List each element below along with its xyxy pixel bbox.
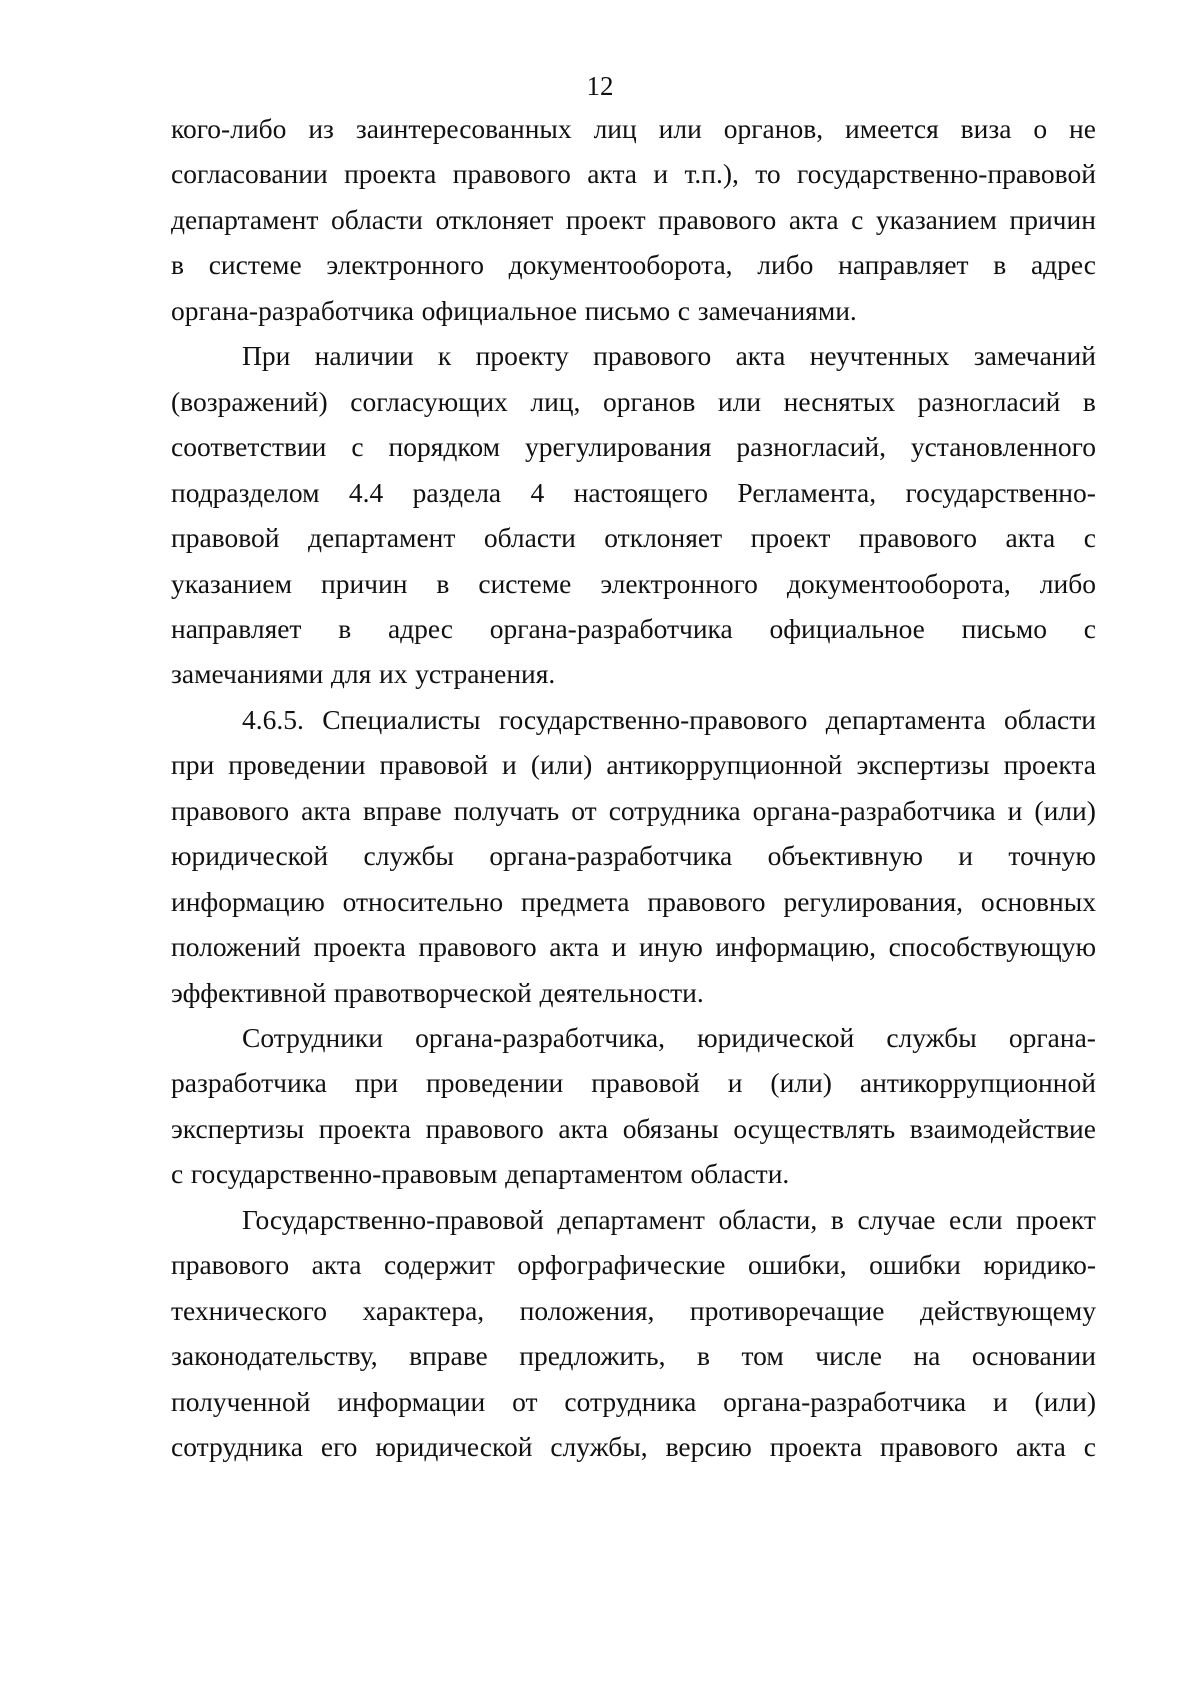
text-line: согласовании проекта правового акта и т.п.), то государственно-правовой	[171, 158, 1096, 190]
text-line: органа-разработчика официальное письмо с замечаниями.	[171, 294, 857, 326]
text-line: полученной информации от сотрудника органа-разработчика и (или)	[171, 1385, 1096, 1417]
text-line: замечаниями для их устранения.	[171, 658, 556, 690]
text-line: правового акта вправе получать от сотрудника органа-разработчика и (или)	[171, 794, 1096, 826]
text-line: в системе электронного документооборота, либо направляет в адрес	[171, 249, 1096, 281]
text-line: 4.6.5. Специалисты государственно-правового департамента области	[242, 703, 1096, 735]
text-line: подразделом 4.4 раздела 4 настоящего Регламента, государственно-	[171, 476, 1096, 508]
text-line: при проведении правовой и (или) антикоррупционной экспертизы проекта	[171, 749, 1096, 781]
page-number: 12	[586, 71, 614, 101]
text-line: кого-либо из заинтересованных лиц или органов, имеется виза о не	[171, 113, 1096, 144]
text-line: правовой департамент области отклоняет проект правового акта с	[171, 522, 1096, 554]
text-line: юридической службы органа-разработчика объективную и точную	[171, 840, 1096, 872]
text-line: указанием причин в системе электронного документооборота, либо	[171, 567, 1096, 599]
text-line: Сотрудники органа-разработчика, юридической службы органа-	[242, 1022, 1096, 1053]
text-line: информацию относительно предмета правового регулирования, основных	[171, 885, 1096, 917]
text-line: разработчика при проведении правовой и (или) антикоррупционной	[171, 1067, 1096, 1099]
text-line: законодательству, вправе предложить, в том числе на основании	[171, 1340, 1096, 1372]
text-line: технического характера, положения, противоречащие действующему	[171, 1294, 1096, 1326]
text-line: положений проекта правового акта и иную информацию, способствующую	[171, 931, 1096, 963]
text-line: с государственно-правовым департаментом области.	[171, 1158, 790, 1190]
text-line: экспертизы проекта правового акта обязаны осуществлять взаимодействие	[171, 1112, 1096, 1144]
text-line: Государственно-правовой департамент области, в случае если проект	[242, 1203, 1096, 1235]
text-line: департамент области отклоняет проект правового акта с указанием причин	[171, 203, 1096, 235]
text-line: направляет в адрес органа-разработчика официальное письмо с	[171, 612, 1096, 644]
text-line: При наличии к проекту правового акта неучтенных замечаний	[242, 340, 1096, 372]
text-line: (возражений) согласующих лиц, органов или неснятых разногласий в	[171, 385, 1096, 417]
text-line: сотрудника его юридической службы, версию проекта правового акта с	[171, 1431, 1096, 1463]
text-line: эффективной правотворческой деятельности.	[171, 976, 704, 1008]
text-line: соответствии с порядком урегулирования разногласий, установленного	[171, 431, 1096, 463]
text-line: правового акта содержит орфографические ошибки, ошибки юридико-	[171, 1249, 1096, 1281]
